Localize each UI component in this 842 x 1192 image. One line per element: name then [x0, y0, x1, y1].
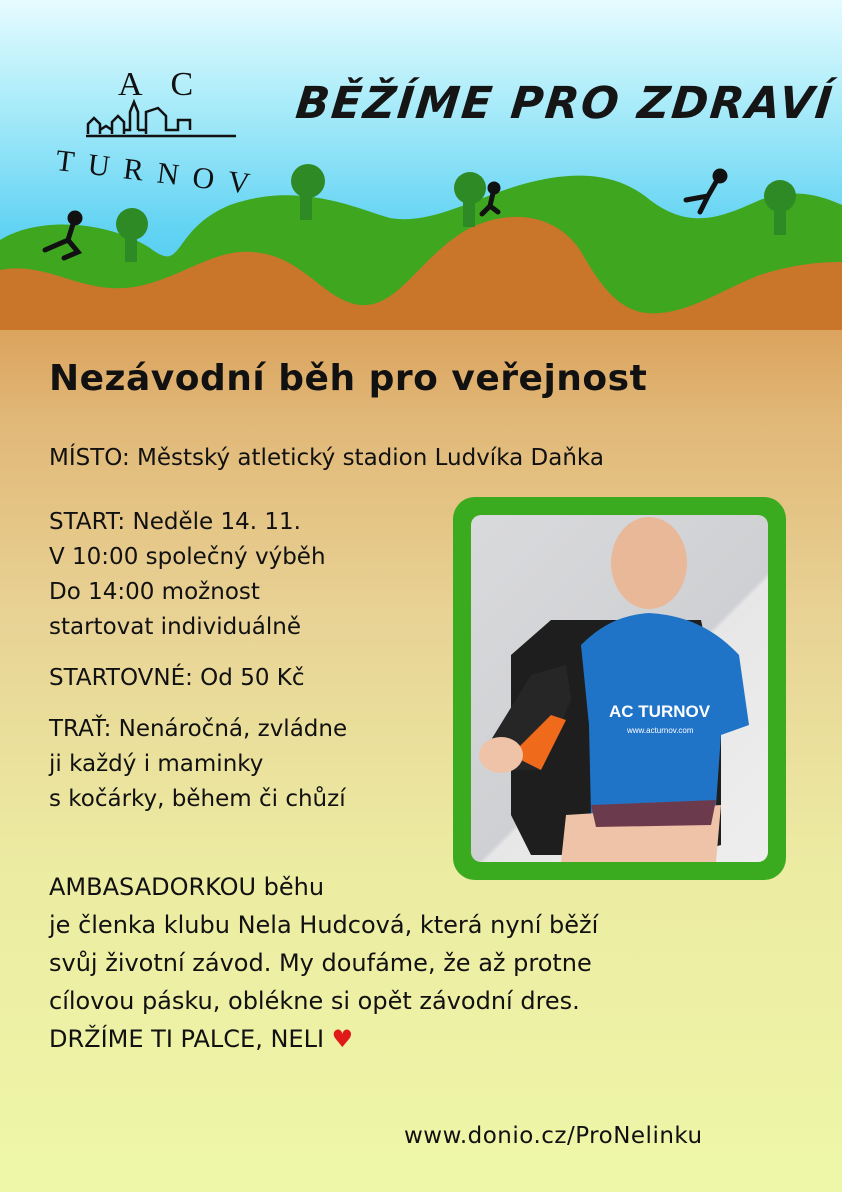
closing-text: DRŽÍME TI PALCE, NELI [49, 1025, 325, 1053]
start-line: START: Neděle 14. 11. [49, 509, 301, 535]
town-skyline-icon [86, 98, 236, 138]
start-line: startovat individuálně [49, 614, 302, 640]
ambassador-illustration [471, 515, 768, 862]
svg-text:www.acturnov.com: www.acturnov.com [627, 726, 694, 735]
ambassador-line: cílovou pásku, oblékne si opět závodní dres. [49, 987, 580, 1015]
event-place: MÍSTO: Městský atletický stadion Ludvíka Daňka [49, 445, 604, 471]
ambassador-line: svůj životní závod. My doufáme, že až protne [49, 949, 592, 977]
fee-line: STARTOVNÉ: Od 50 Kč [49, 665, 305, 691]
track-line: ji každý i maminky [49, 751, 264, 777]
svg-text:AC TURNOV: AC TURNOV [609, 702, 711, 721]
event-info [49, 505, 347, 817]
heart-icon: ♥ [331, 1025, 354, 1053]
closing-line [49, 1020, 598, 1058]
photo-frame [453, 497, 786, 880]
start-line: Do 14:00 možnost [49, 579, 260, 605]
ambassador-photo [471, 515, 768, 862]
track-line: s kočárky, během či chůzí [49, 786, 346, 812]
start-line: V 10:00 společný výběh [49, 544, 326, 570]
ambassador-text [49, 868, 598, 1058]
logo-ac-text: AC [118, 66, 222, 103]
ambassador-line: AMBASADORKOU běhu [49, 873, 325, 901]
track-line: TRAŤ: Nenáročná, zvládne [49, 716, 348, 742]
club-logo [50, 62, 270, 203]
donation-link[interactable]: www.donio.cz/ProNelinku [404, 1123, 703, 1149]
ambassador-line: je členka klubu Nela Hudcová, která nyní běží [49, 911, 599, 939]
headline: BĚŽÍME PRO ZDRAVÍ [293, 78, 837, 129]
event-title: Nezávodní běh pro veřejnost [49, 358, 648, 399]
logo-turnov-text: TURNOV [53, 144, 266, 203]
